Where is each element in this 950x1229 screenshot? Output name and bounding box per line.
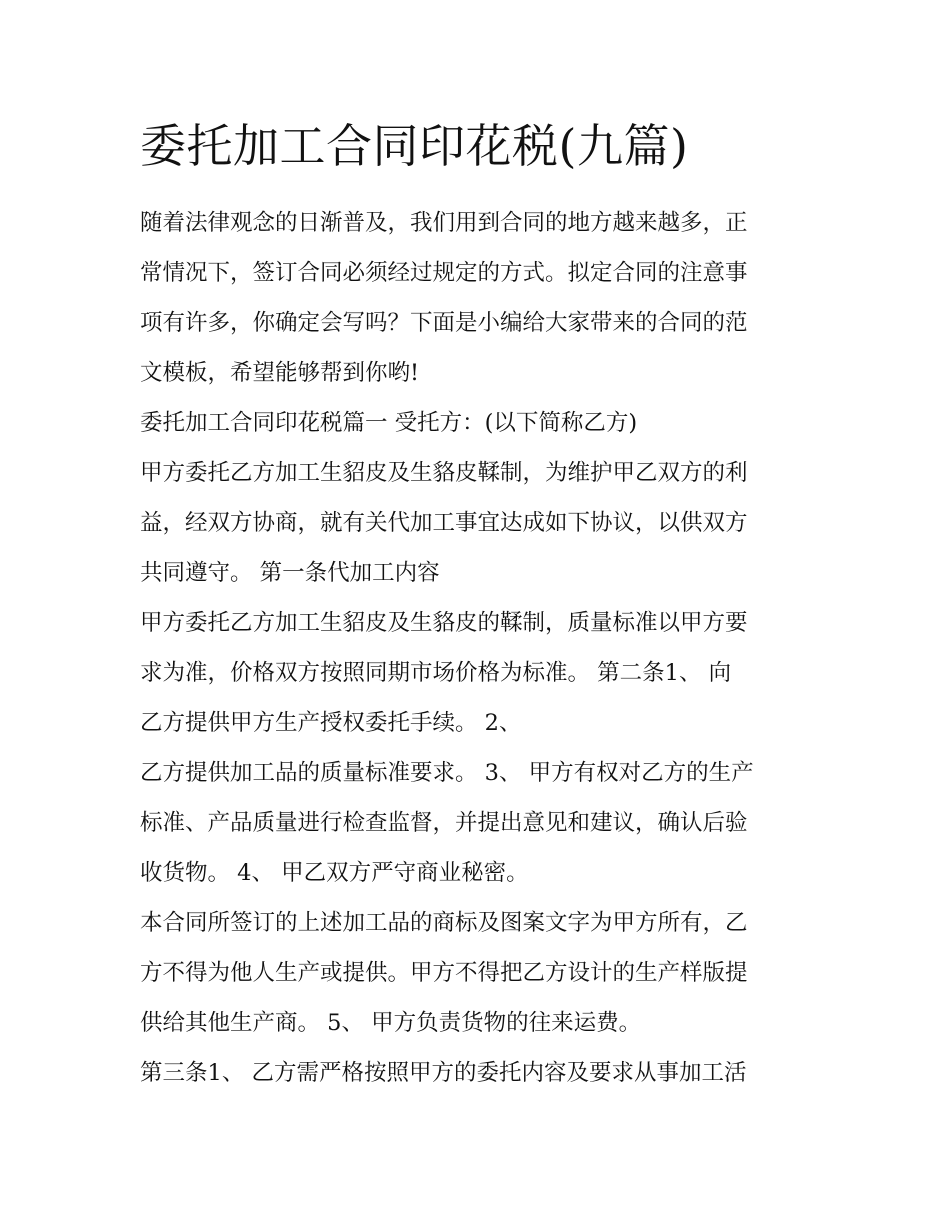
text-line: 乙方提供甲方生产授权委托手续。 2、: [140, 710, 522, 736]
text-line: 项有许多，你确定会写吗？下面是小编给大家带来的合同的范: [140, 310, 748, 336]
text-line: 求为准，价格双方按照同期市场价格为标准。 第二条1、 向: [140, 660, 732, 686]
document-title: 委托加工合同印花税(九篇): [140, 119, 689, 173]
text-line: 益，经双方协商，就有关代加工事宜达成如下协议，以供双方: [140, 510, 748, 536]
document-body: [140, 116, 820, 1098]
document-text: [140, 198, 820, 1098]
text-line: 随着法律观念的日渐普及，我们用到合同的地方越来越多，正: [140, 210, 748, 236]
text-line: 收货物。 4、 甲乙双方严守商业秘密。: [140, 860, 529, 886]
text-line: 甲方委托乙方加工生貂皮及生貉皮的鞣制，质量标准以甲方要: [140, 610, 748, 636]
text-line: 第三条1、 乙方需严格按照甲方的委托内容及要求从事加工活: [140, 1060, 747, 1086]
text-line: 甲方委托乙方加工生貂皮及生貉皮鞣制，为维护甲乙双方的利: [140, 460, 748, 486]
text-line: 标准、产品质量进行检查监督，并提出意见和建议，确认后验: [140, 810, 748, 836]
text-line: 委托加工合同印花税篇一 受托方：(以下简称乙方): [140, 410, 638, 436]
text-line: 供给其他生产商。 5、 甲方负责货物的往来运费。: [140, 1010, 642, 1036]
text-line: 方不得为他人生产或提供。甲方不得把乙方设计的生产样版提: [140, 960, 748, 986]
text-line: 文模板，希望能够帮到你哟!: [140, 360, 420, 386]
text-line: 共同遵守。 第一条代加工内容: [140, 560, 440, 586]
text-line: 常情况下，签订合同必须经过规定的方式。拟定合同的注意事: [140, 260, 748, 286]
text-line: 乙方提供加工品的质量标准要求。 3、 甲方有权对乙方的生产: [140, 760, 754, 786]
text-line: 本合同所签订的上述加工品的商标及图案文字为甲方所有，乙: [140, 910, 748, 936]
